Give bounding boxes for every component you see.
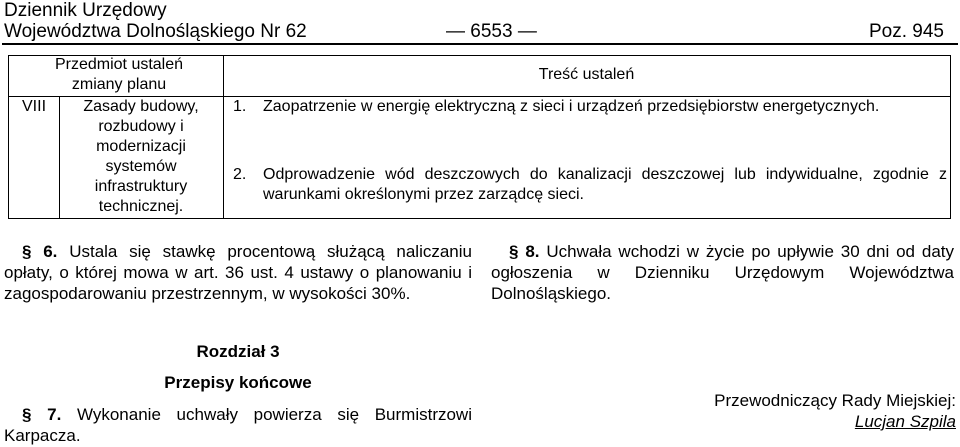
paragraph-6-text: Ustala się stawkę procentową służącą naliczaniu opłaty, o której mowa w art. 36 ust. 4 ustawy o planowaniu i zagospodarowaniu przestrzennym, w wysokości 30%. [4, 242, 472, 303]
chair-name: Lucjan Szpila [854, 412, 956, 431]
chapter-number: Rozdział 3 [196, 342, 280, 361]
item-1-text: Zaopatrzenie w energię elektryczną z sieci i urządzeń przedsiębiorstw energetycznych. [263, 98, 880, 115]
item-1-number: 1. [233, 98, 247, 115]
paragraph-7-text: Wykonanie uchwały powierza się Burmistrzowi Karpacza. [4, 405, 472, 445]
paragraph-6 [4, 241, 472, 304]
row-subject: Zasady budowy, rozbudowy i modernizacji systemów infrastruktury technicznej. [83, 98, 199, 215]
paragraph-8 [491, 241, 954, 304]
paragraph-6-label: § 6. [22, 242, 58, 261]
header-rule [2, 43, 958, 45]
column-header-content: Treść ustaleń [538, 66, 635, 83]
chair-title: Przewodniczący Rady Miejskiej: [714, 391, 956, 410]
plan-table [8, 55, 951, 219]
column-header-subject: Przedmiot ustaleń zmiany planu [54, 56, 184, 93]
item-2-number: 2. [233, 166, 247, 183]
paragraph-8-label: § 8. [509, 242, 540, 261]
item-2-text: Odprowadzenie wód deszczowych do kanalizacji deszczowej lub indywidualne, zgodnie z warunkami określonymi przez zarządcę sieci. [263, 166, 947, 203]
row-number: VIII [22, 98, 47, 115]
chapter-title: Przepisy końcowe [164, 373, 312, 392]
journal-title-line2: Województwa Dolnośląskiego Nr 62 [4, 21, 307, 42]
page-number: — 6553 — [446, 21, 537, 42]
paragraph-7-label: § 7. [22, 405, 62, 424]
paragraph-7 [4, 404, 472, 446]
position-number: Poz. 945 [869, 21, 944, 42]
journal-title-line1: Dziennik Urzędowy [4, 0, 167, 21]
paragraph-8-text: Uchwała wchodzi w życie po upływie 30 dni od daty ogłoszenia w Dzienniku Urzędowym Województwa Dolnośląskiego. [491, 242, 954, 303]
